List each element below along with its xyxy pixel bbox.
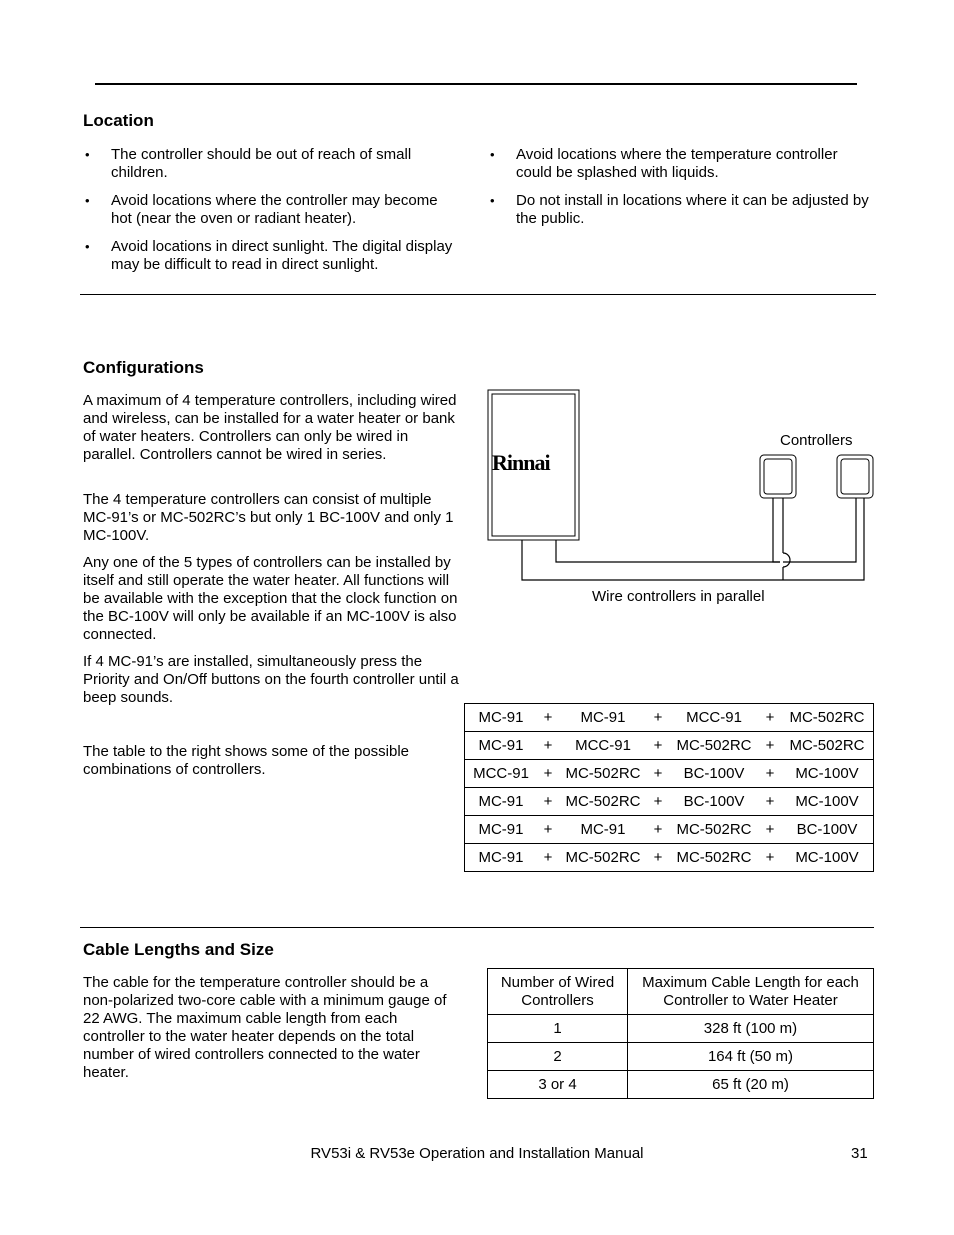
plus-separator: + (537, 788, 559, 816)
plus-separator: + (537, 704, 559, 732)
config-paragraph-2: The 4 temperature controllers can consist of multiple MC-91’s or MC-502RC’s but only 1 BC-100V and only 1 MC-100V. (83, 491, 454, 544)
controller-model-cell: MCC-91 (465, 760, 538, 788)
top-rule (95, 83, 857, 85)
plus-separator: + (647, 760, 669, 788)
table-cell: 65 ft (20 m) (628, 1071, 874, 1099)
plus-separator: + (647, 816, 669, 844)
plus-separator: + (759, 788, 781, 816)
controller-model-cell: MC-502RC (559, 788, 647, 816)
list-item: • Avoid locations where the controller may become hot (near the oven or radiant heater). (83, 192, 458, 228)
location-right-list (488, 146, 873, 238)
controller-model-cell: MC-91 (559, 816, 647, 844)
controller-model-cell: MC-502RC (781, 704, 874, 732)
controller-model-cell: MC-502RC (669, 816, 759, 844)
diagram-caption: Wire controllers in parallel (592, 588, 765, 605)
footer-title: RV53i & RV53e Operation and Installation Manual (310, 1145, 644, 1162)
list-item: • Avoid locations in direct sunlight. The digital display may be difficult to read in direct sunlight. (83, 238, 458, 274)
plus-separator: + (647, 844, 669, 872)
config-paragraph-4: If 4 MC-91’s are installed, simultaneously press the Priority and On/Off buttons on the fourth controller until a beep sounds. (83, 653, 459, 706)
list-item: • The controller should be out of reach of small children. (83, 146, 458, 182)
controller-1 (760, 455, 796, 498)
controller-model-cell: MC-502RC (669, 732, 759, 760)
controller-model-cell: BC-100V (669, 760, 759, 788)
plus-separator: + (647, 788, 669, 816)
table-note: The table to the right shows some of the possible combinations of controllers. (83, 743, 410, 778)
list-item: • Do not install in locations where it can be adjusted by the public. (488, 192, 873, 228)
location-left-list (83, 146, 458, 284)
plus-separator: + (537, 844, 559, 872)
table-cell: 164 ft (50 m) (628, 1043, 874, 1071)
controller-model-cell: BC-100V (781, 816, 874, 844)
controller-model-cell: MC-502RC (781, 732, 874, 760)
plus-separator: + (537, 760, 559, 788)
table-row (488, 1015, 874, 1043)
plus-separator: + (759, 816, 781, 844)
table-cell: 328 ft (100 m) (628, 1015, 874, 1043)
header-number-of-controllers: Number of Wired Controllers (488, 969, 628, 1015)
wiring-diagram (480, 380, 880, 610)
page-number: 31 (851, 1145, 868, 1162)
plus-separator: + (537, 816, 559, 844)
cable-length-table (487, 968, 874, 1099)
list-item: • Avoid locations where the temperature controller could be splashed with liquids. (488, 146, 873, 182)
controller-model-cell: MC-91 (465, 788, 538, 816)
plus-separator: + (759, 732, 781, 760)
section-divider (80, 927, 874, 928)
controller-model-cell: MC-91 (465, 704, 538, 732)
table-row (488, 1043, 874, 1071)
plus-separator: + (537, 732, 559, 760)
controller-model-cell: MC-91 (465, 732, 538, 760)
header-max-cable-length: Maximum Cable Length for each Controller to Water Heater (628, 969, 874, 1015)
plus-separator: + (759, 844, 781, 872)
table-cell: 2 (488, 1043, 628, 1071)
table-row (465, 788, 874, 816)
table-header-row (488, 969, 874, 1015)
plus-separator: + (647, 732, 669, 760)
table-row (488, 1071, 874, 1099)
combinations-table (464, 703, 874, 872)
plus-separator: + (759, 704, 781, 732)
table-row (465, 732, 874, 760)
plus-separator: + (647, 704, 669, 732)
configurations-heading: Configurations (83, 358, 204, 377)
controller-model-cell: MC-502RC (559, 844, 647, 872)
plus-separator: + (759, 760, 781, 788)
controller-model-cell: MC-100V (781, 844, 874, 872)
controller-model-cell: MC-100V (781, 788, 874, 816)
cable-paragraph: The cable for the temperature controller should be a non-polarized two-core cable with a minimum gauge of 22 AWG. The maximum cable length from each controller to the water heater depends on the total number of wired controllers connected to the water heater. (83, 974, 447, 1081)
controller-2 (837, 455, 873, 498)
controller-model-cell: MC-91 (465, 816, 538, 844)
table-row (465, 704, 874, 732)
rinnai-logo: Rinnai (492, 450, 550, 475)
config-paragraph-1: A maximum of 4 temperature controllers, including wired and wireless, can be installed for a water heater or bank of water heaters. Controllers can only be wired in parallel. Controllers cannot be wired in series. (83, 392, 457, 463)
table-row (465, 816, 874, 844)
controller-model-cell: MCC-91 (559, 732, 647, 760)
controller-model-cell: MC-91 (559, 704, 647, 732)
table-cell: 3 or 4 (488, 1071, 628, 1099)
table-row (465, 844, 874, 872)
config-paragraph-3: Any one of the 5 types of controllers can be installed by itself and still operate the water heater. All functions will be available with the exception that the clock function on the BC-100V will only be available if an MC-100V is also connected. (83, 554, 458, 643)
controllers-label: Controllers (780, 432, 853, 449)
section-divider (80, 294, 876, 295)
table-cell: 1 (488, 1015, 628, 1043)
controller-model-cell: BC-100V (669, 788, 759, 816)
cable-heading: Cable Lengths and Size (83, 940, 274, 959)
controller-model-cell: MC-91 (465, 844, 538, 872)
controller-model-cell: MC-502RC (669, 844, 759, 872)
controller-model-cell: MC-100V (781, 760, 874, 788)
controller-model-cell: MC-502RC (559, 760, 647, 788)
location-heading: Location (83, 111, 154, 130)
table-row (465, 760, 874, 788)
controller-model-cell: MCC-91 (669, 704, 759, 732)
